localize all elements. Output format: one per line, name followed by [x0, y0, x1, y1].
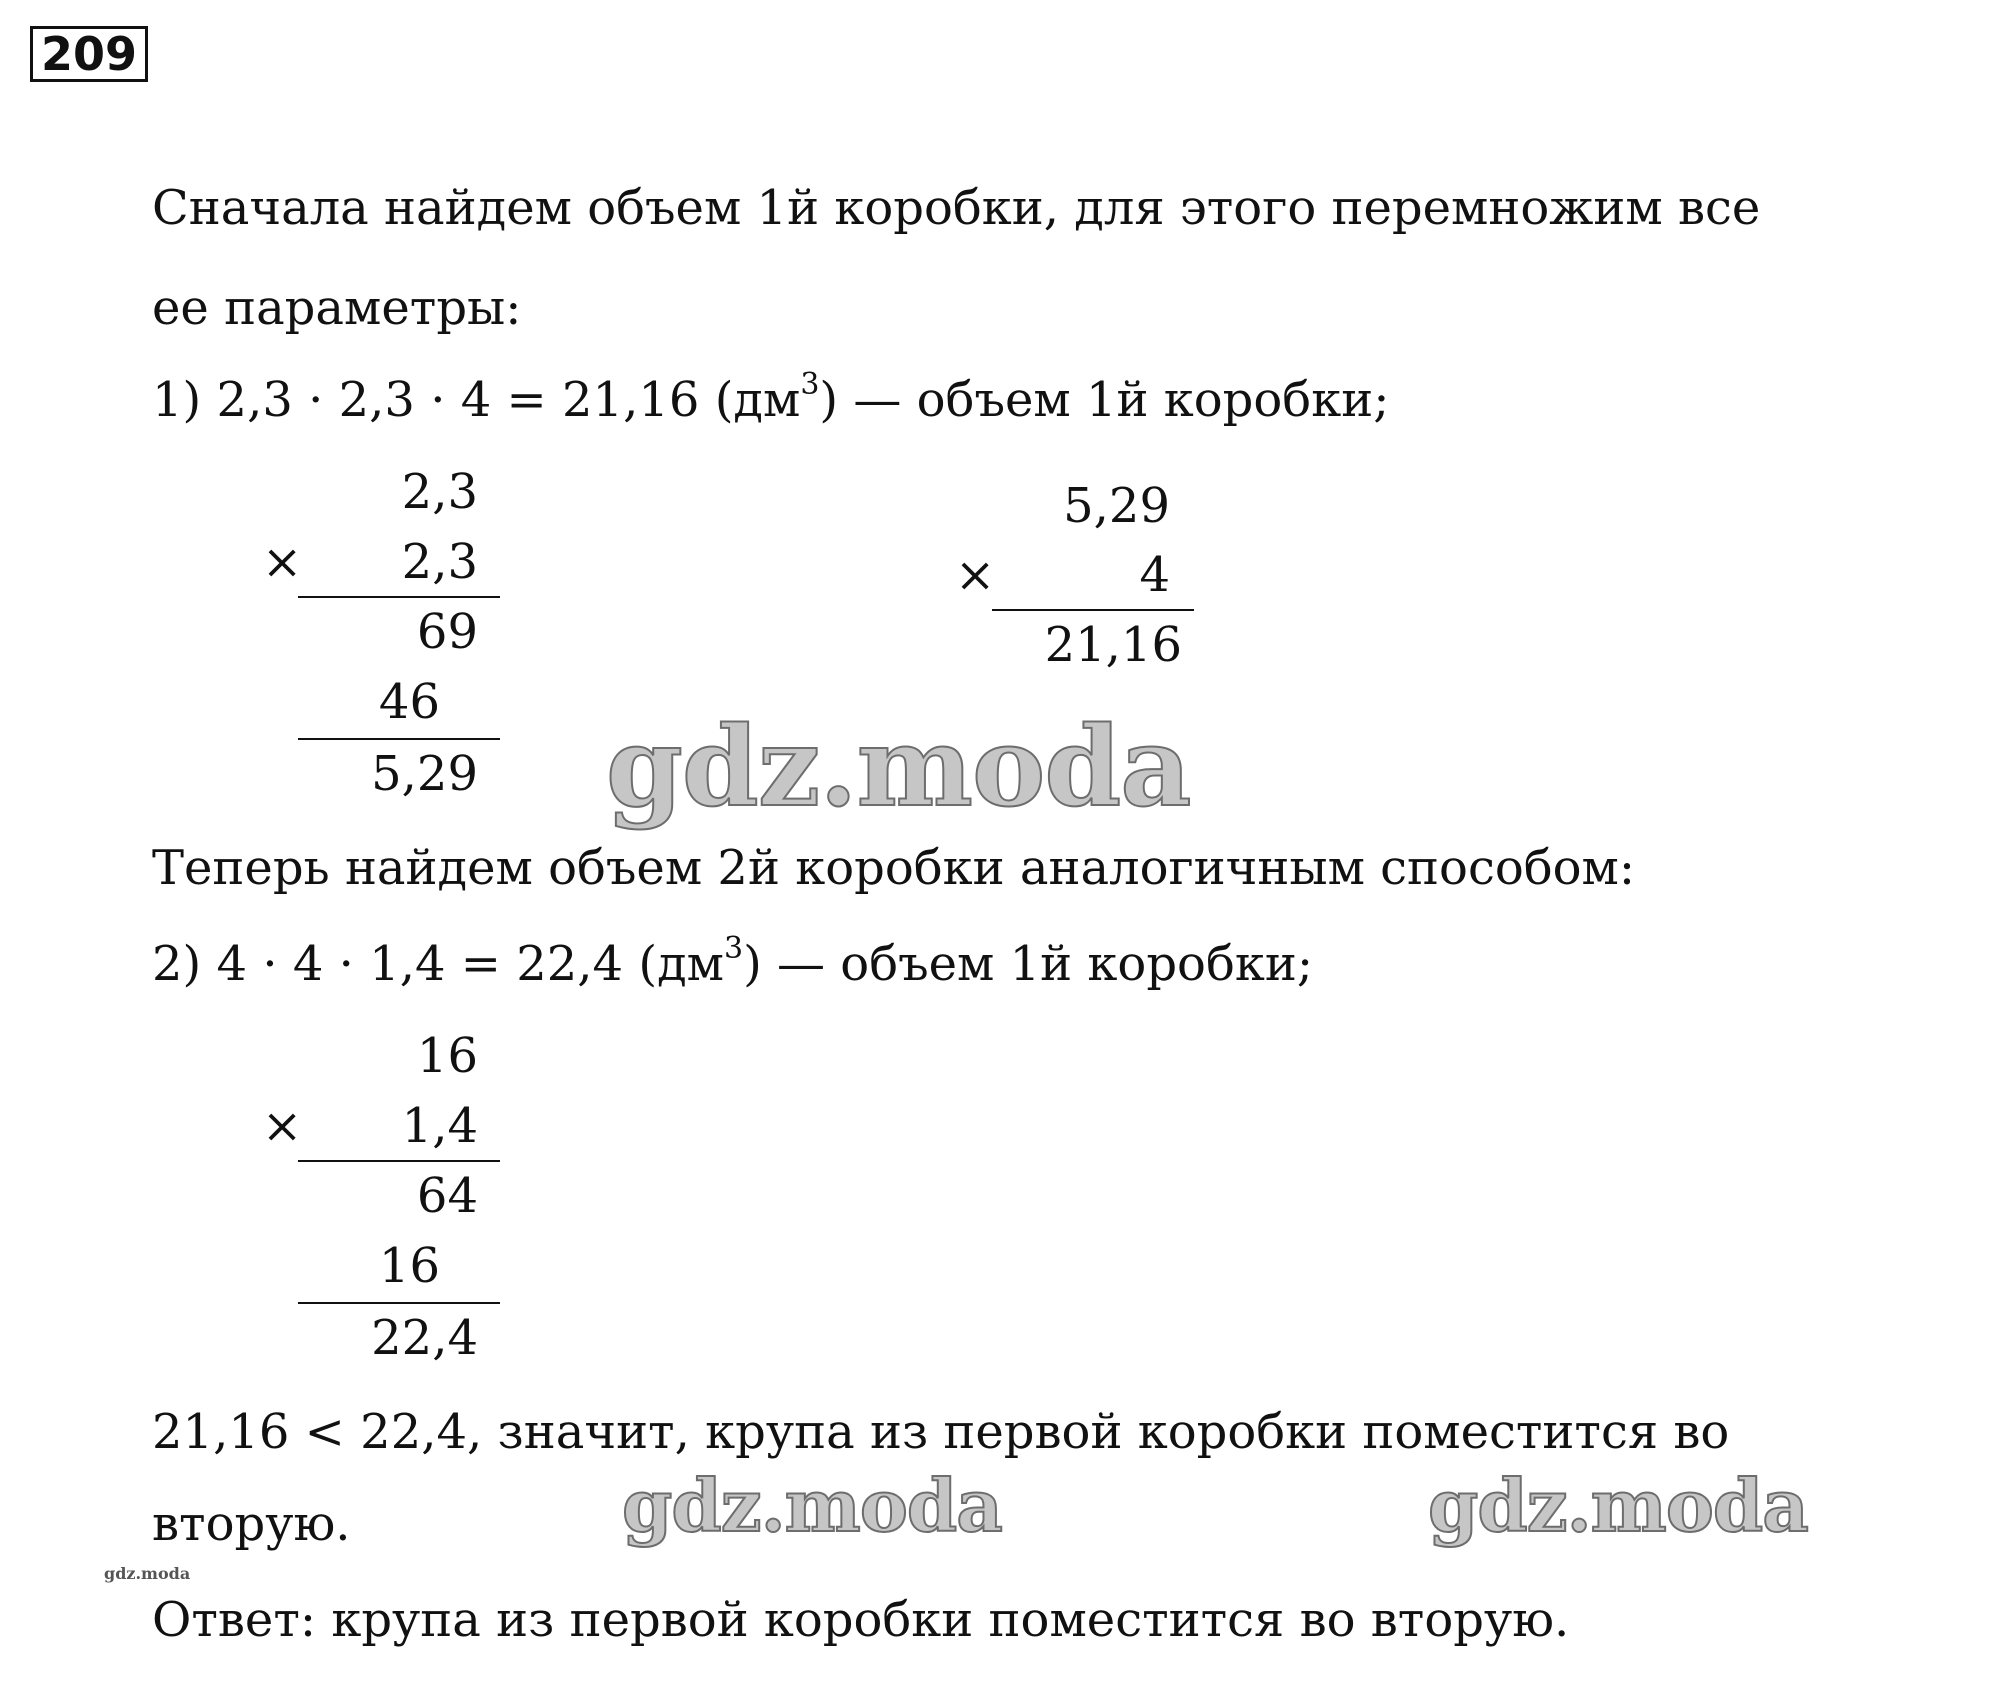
step1-right: ) — объем 1й коробки;: [819, 372, 1390, 428]
calc1-multiplier: 2,3: [401, 534, 478, 590]
calc3-rule-1: [298, 1160, 500, 1162]
calc2-result: 21,16: [1044, 617, 1182, 673]
calc1-multiplicand: 2,3: [401, 464, 478, 520]
calc1-rule-2: [298, 738, 500, 740]
calc3-multiplier: 1,4: [401, 1098, 478, 1154]
calc3-rule-2: [298, 1302, 500, 1304]
watermark-right: gdz.moda: [1428, 1463, 1808, 1548]
calc1-result: 5,29: [371, 746, 478, 802]
calc3-partial-1: 64: [416, 1168, 478, 1224]
step1-left: 1) 2,3 · 2,3 · 4 = 21,16 (дм: [152, 372, 801, 428]
compare-line-2: вторую.: [152, 1496, 351, 1552]
calc1-partial-1: 69: [416, 604, 478, 660]
calc2-multiplicand: 5,29: [1063, 478, 1170, 534]
watermark-large: gdz.moda: [606, 702, 1191, 831]
calc3-multiplicand: 16: [416, 1028, 478, 1084]
watermark-center: gdz.moda: [622, 1463, 1002, 1548]
calc3-multiply-sign: ×: [262, 1098, 303, 1154]
step2-exponent: 3: [723, 931, 744, 966]
calc3-partial-2: 16: [378, 1238, 440, 1294]
calc2-rule: [992, 609, 1194, 611]
calc3-result: 22,4: [371, 1310, 478, 1366]
calc1-multiply-sign: ×: [262, 534, 303, 590]
watermark-small: gdz.moda: [104, 1564, 191, 1583]
intro-line-1: Сначала найдем объем 1й коробки, для этого перемножим все: [152, 180, 1761, 236]
calc1-rule-1: [298, 596, 500, 598]
step1-exponent: 3: [800, 367, 820, 402]
step2-intro: Теперь найдем объем 2й коробки аналогичным способом:: [152, 840, 1636, 896]
compare-line-1: 21,16 < 22,4, значит, крупа из первой коробки поместится во: [152, 1404, 1730, 1460]
step1-equation: [152, 367, 1390, 430]
calc2-multiplier: 4: [1139, 547, 1170, 603]
task-number: 209: [30, 26, 148, 82]
step2-right: ) — объем 1й коробки;: [743, 936, 1314, 992]
answer-line: Ответ: крупа из первой коробки поместится во вторую.: [152, 1592, 1570, 1648]
intro-line-2: ее параметры:: [152, 280, 522, 336]
calc2-multiply-sign: ×: [955, 547, 996, 603]
step2-left: 2) 4 · 4 · 1,4 = 22,4 (дм: [152, 936, 724, 992]
step2-equation: [152, 931, 1314, 994]
calc1-partial-2: 46: [378, 674, 440, 730]
